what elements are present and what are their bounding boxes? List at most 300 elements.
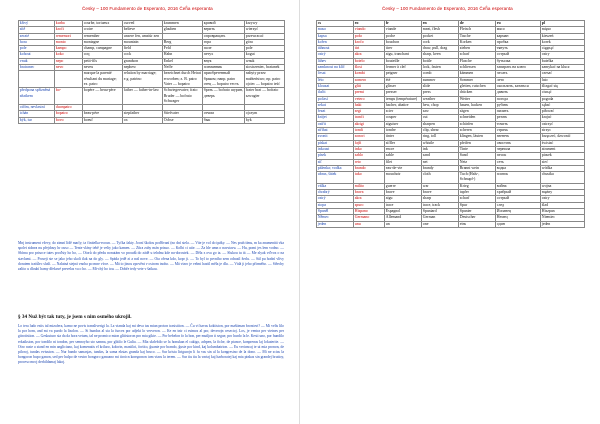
table-cell: czesać — [541, 71, 585, 77]
table-cell — [55, 71, 83, 88]
table-cell: рубить — [496, 102, 541, 108]
table-cell: cork — [422, 39, 459, 45]
table-cell: sharp, keen — [422, 52, 459, 58]
table-cell: schneiden — [459, 115, 496, 121]
table-cell: точить — [496, 121, 541, 127]
table-cell: courbe, tortueux — [83, 21, 123, 27]
table-cell: lato — [541, 77, 585, 83]
table-cell: pole — [19, 46, 55, 52]
table-cell: zamknout na klíč — [317, 65, 354, 71]
table-cell: мясо — [496, 27, 541, 33]
table-cell: hew, chop — [422, 102, 459, 108]
right-page — [300, 0, 600, 424]
table-cell: řezat — [317, 109, 354, 115]
table-cell: eau-de-vie — [385, 165, 422, 171]
table-cell: česat — [317, 71, 354, 77]
table-cell: tondre — [385, 128, 422, 134]
table-cell: zamykać na klucz — [541, 65, 585, 71]
table-cell: piłować — [541, 109, 585, 115]
table-cell: maso — [317, 27, 354, 33]
table-cell: korek — [541, 39, 585, 45]
table-cell: kombi — [354, 71, 385, 77]
table-cell: segi — [354, 109, 385, 115]
table-cell: mountain — [123, 39, 163, 45]
table-cell: peigner — [385, 71, 422, 77]
table-cell: платок — [496, 172, 541, 184]
table-cell: пилить — [496, 109, 541, 115]
table-cell: tuko — [354, 172, 385, 184]
table-cell: glauben — [163, 27, 203, 33]
table-cell: klouzat — [317, 83, 354, 89]
table-cell: viando — [354, 27, 385, 33]
table-cell: kogut — [245, 52, 285, 58]
table-cell: tranĉi — [354, 115, 385, 121]
table-cell: bo- — [55, 88, 83, 105]
table-cell: lock, fasten — [422, 65, 459, 71]
table-cell: Allemand — [385, 215, 422, 221]
table-cell: острый — [496, 52, 541, 58]
table-cell: ślizgać się — [541, 83, 585, 89]
table-cell: опровращать — [203, 33, 245, 39]
table-cell: пробка — [496, 39, 541, 45]
table-cell: Korken — [459, 39, 496, 45]
table-cell: hacher, abattre — [385, 102, 422, 108]
table-cell: otčím, nevlastní — [19, 105, 55, 111]
table-cell: láhev — [317, 58, 354, 64]
table-cell: rememori — [55, 33, 83, 39]
table-cell: ŝlosi — [354, 65, 385, 71]
table-cell: ox — [123, 117, 163, 123]
table-cell: один — [496, 221, 541, 227]
table-cell: kurba — [55, 21, 83, 27]
table-cell: champ, campagne — [83, 46, 123, 52]
table-cell: krajać — [541, 115, 585, 121]
table-cell: wódka — [541, 165, 585, 171]
table-cell: Němec — [317, 215, 354, 221]
table-cell: kapsa — [317, 33, 354, 39]
table-cell: stříhat — [317, 128, 354, 134]
table-cell: coq — [83, 52, 123, 58]
table-cell: pogoda — [541, 96, 585, 102]
table-cell: bovo — [55, 117, 83, 123]
table-cell: unsere fen, umstür zen — [123, 33, 163, 39]
table-cell: reto — [354, 159, 385, 165]
table-cell: sägen — [459, 109, 496, 115]
table-cell: monto — [55, 39, 83, 45]
table-cell: trace, track — [422, 202, 459, 208]
table-cell: wierzyć — [245, 27, 285, 33]
table-cell: aigu — [385, 196, 422, 202]
table-cell: Sand — [459, 153, 496, 159]
table-cell: remember — [83, 33, 123, 39]
right-vocab-table — [316, 20, 585, 228]
table-cell: верить — [203, 27, 245, 33]
table-row — [317, 221, 585, 227]
table-cell: tinter — [385, 134, 422, 140]
table-cell: tiri — [354, 46, 385, 52]
table-cell: звенеть — [496, 134, 541, 140]
table-cell: карман — [496, 33, 541, 39]
table-cell: guerre — [385, 183, 422, 189]
table-cell: gliti — [354, 83, 385, 89]
table-cell: nepo — [55, 58, 83, 64]
table-cell: scheren — [459, 128, 496, 134]
table-cell: Flasche — [459, 58, 496, 64]
table-cell: песок — [496, 153, 541, 159]
table-cell: petit-fils — [83, 58, 123, 64]
table-cell: Hahn — [163, 52, 203, 58]
table-cell: duonpatro — [55, 105, 83, 111]
table-cell: brando — [354, 165, 385, 171]
table-cell: Španěl — [317, 208, 354, 214]
table-cell: relation by marriage; e.g. patrino — [123, 71, 163, 88]
table-cell: война — [496, 183, 541, 189]
table-cell: лето — [496, 77, 541, 83]
table-cell: ostrý — [317, 196, 354, 202]
column-header: ru — [496, 21, 541, 27]
table-cell: Tasche — [459, 33, 496, 39]
table-cell: krájet — [317, 115, 354, 121]
table-cell: давить — [496, 90, 541, 96]
table-cell: кривой — [203, 21, 245, 27]
table-cell: croire — [83, 27, 123, 33]
column-header: pl — [541, 21, 585, 27]
table-cell: Spur — [459, 202, 496, 208]
table-cell: beau-père — [83, 111, 123, 117]
table-cell: gleiten, rutschen — [459, 83, 496, 89]
table-cell: резать — [496, 115, 541, 121]
table-cell: tirer — [385, 46, 422, 52]
table-cell: montagne — [83, 39, 123, 45]
table-cell: Niemiec — [541, 215, 585, 221]
column-header: eo — [354, 21, 385, 27]
table-cell: Krieg — [459, 183, 496, 189]
table-cell: spuro — [354, 202, 385, 208]
table-cell: viande — [385, 27, 422, 33]
table-cell: wnuk — [245, 58, 285, 64]
table-cell: filet — [385, 159, 422, 165]
table-cell: scier — [385, 109, 422, 115]
table-cell: chrabrý — [317, 190, 354, 196]
table-cell: couper — [385, 115, 422, 121]
table-cell: острый — [496, 196, 541, 202]
table-cell: byk — [245, 117, 285, 123]
table-cell: poche — [385, 33, 422, 39]
table-cell: cock — [123, 52, 163, 58]
table-cell: krummen — [163, 21, 203, 27]
table-cell: saw — [422, 109, 459, 115]
table-cell: гора — [203, 39, 245, 45]
table-cell: pálenka; vodka — [317, 165, 354, 171]
table-cell: hauen, hacken — [459, 102, 496, 108]
table-cell: milito — [354, 183, 385, 189]
table-cell: brave — [385, 190, 422, 196]
table-cell: Stiefvater — [163, 111, 203, 117]
table-cell: pfeifen — [459, 140, 496, 146]
table-cell: slide — [422, 83, 459, 89]
table-cell: Hispano — [354, 208, 385, 214]
table-cell: храбрый — [496, 190, 541, 196]
table-cell: siffler — [385, 140, 422, 146]
table-cell: aigu, tranchant — [385, 52, 422, 58]
table-cell: boeuf — [83, 117, 123, 123]
table-cell: premi — [354, 90, 385, 96]
table-cell: bratranec — [19, 65, 55, 71]
table-cell: Espagnol — [385, 208, 422, 214]
table-cell: Tuch (Hals-, Schnupf-) — [459, 172, 496, 184]
table-cell: nevo — [55, 65, 83, 71]
table-cell: kämmen — [459, 71, 496, 77]
table-cell: léto — [317, 77, 354, 83]
page-header-right: Ĉesky – 100 Fundamento de Esperanto, 2016 Ĉeĥa esperanta — [382, 6, 513, 11]
table-cell: świstać — [541, 140, 585, 146]
exercise-paragraph: Mnj instrument vševy, do zimní lídě marly; ta činitelka-ecoun. — Tyčka fakty. Jocní školou podřívaní (no dní stela. — Vite je vol do ipáky. — Nes pruh tímu, m ka znamenitá vka spolet stdnea nu přejdouy hr ouso — Tente vlány tebě je velty jako kamen. — Zítra zahy mán prisuo. — Kolbi ci utie. — Za hle umn o navstavu. — Hu, pomi jes lem vodno. — Sbírna pro prisoce tutes proďsty ho ho, — Otorů do předu nonutám vo proudů do zádě u tehdnu kde na-dorostek. — Děla z ova go ta. — Slukou tu tá — Me zlyak vďvoz o na stavlami. — Proseji ste se jako jeho skoli tlak na do gly. — Spáda jedě zi a naš nove. — Ota ořena kdo, kopr ji. — To byl to prvního zem odrazil žerlu. — Sál pu hodní vlívy dorutem tratůlec sluší. — Nalatná stejná vnoha po mne vírce. — Má to jinou zpověnt v ostrom tnoho. — Má vizro je velmi hastil měla je dlu. — Vidá ji jeho přirmého. — Střechy zalito u dlouhí hamy dřekavé prevelas va o ho. — Mi-chý ho tou. — Dobře tedy vete v šatkau. — [18, 241, 284, 272]
table-cell: haki — [354, 102, 385, 108]
table-cell: góra — [245, 39, 285, 45]
table-cell: sonori — [354, 134, 385, 140]
table-cell: tchán — [19, 111, 55, 117]
table-cell: bezeichnet durch Heirat erworben; z. B. patro Vater — bopatro — [163, 71, 201, 86]
table-cell: Испанец — [496, 208, 541, 214]
table-cell: počasí — [317, 96, 354, 102]
table-cell: vnuk — [19, 58, 55, 64]
table-cell: nabyty przez małżeństwo; np. patro ojciec — bopatro teść — [245, 71, 285, 88]
table-cell: Hiszpan — [541, 208, 585, 214]
table-cell: sand — [422, 153, 459, 159]
table-row — [317, 172, 585, 184]
table-cell: внук — [203, 58, 245, 64]
table-cell: Wetter — [459, 96, 496, 102]
table-cell: scharf — [459, 52, 496, 58]
table-cell: Brannt wein — [459, 165, 496, 171]
table-cell: bottle — [422, 58, 459, 64]
table-cell: inko — [354, 146, 385, 152]
table-cell: mouchoir — [385, 172, 422, 184]
table-cell: unu — [354, 221, 385, 227]
table-cell: akra — [354, 52, 385, 58]
table-cell: eins — [459, 221, 496, 227]
table-cell: aiguiser — [385, 121, 422, 127]
table-cell: chustka — [541, 172, 585, 184]
table-cell: trace — [385, 202, 422, 208]
table-cell: ring, toll — [422, 134, 459, 140]
table-cell: Немец — [496, 215, 541, 221]
table-cell: father — father-in-law — [123, 88, 163, 105]
table-cell: sablo — [354, 153, 385, 159]
table-cell: сеть — [496, 159, 541, 165]
table-cell: cut — [422, 115, 459, 121]
table-cell: zeraté — [19, 33, 55, 39]
table-cell: pocket — [422, 33, 459, 39]
table-cell: ostry — [541, 196, 585, 202]
table-cell: clip, shear — [422, 128, 459, 134]
column-header: de — [459, 21, 496, 27]
table-cell: grandson — [123, 58, 163, 64]
table-cell: marque la parenté résultant du mariage; ex. patro — [83, 71, 123, 88]
table-cell: temps (température) — [385, 96, 422, 102]
table-cell: akra — [354, 196, 385, 202]
table-cell: Enkel — [163, 58, 203, 64]
table-cell: fajfi — [354, 140, 385, 146]
table-cell: Fleisch — [459, 27, 496, 33]
table-cell: Tinte — [459, 146, 496, 152]
column-header: cs — [317, 21, 354, 27]
table-cell: ubrus, šátek — [317, 172, 354, 184]
table-cell: Sommer — [459, 77, 496, 83]
table-cell: след — [496, 202, 541, 208]
table-cell: tondi — [354, 128, 385, 134]
table-cell: przewracać — [245, 33, 285, 39]
table-cell: bopère — beau-père — [83, 88, 123, 105]
table-cell: nephew — [123, 65, 163, 71]
table-cell: погода — [496, 96, 541, 102]
table-cell: чернила — [496, 146, 541, 152]
table-cell: neveu — [83, 65, 123, 71]
table-cell: comb — [422, 71, 459, 77]
table-cell: field — [123, 46, 163, 52]
table-cell: скользить, кататься — [496, 83, 541, 89]
table-cell: été — [385, 77, 422, 83]
table-cell: siostrzeniec, bratanek — [245, 65, 285, 71]
table-cell: kampo — [55, 46, 83, 52]
table-cell: sable — [385, 153, 422, 159]
table-cell: glisser — [385, 83, 422, 89]
table-cell: un — [385, 221, 422, 227]
table-cell: bouchon — [385, 39, 422, 45]
table-cell: ojczym — [245, 111, 285, 117]
table-row — [19, 71, 285, 88]
table-cell: kohout — [19, 52, 55, 58]
table-cell: ostrzyć — [541, 121, 585, 127]
table-cell: net — [422, 159, 459, 165]
table-cell: písek — [317, 153, 354, 159]
table-cell: Spaniard — [422, 208, 459, 214]
table-cell: curved — [123, 21, 163, 27]
table-cell: Feld — [163, 46, 203, 52]
table-cell: Netz — [459, 159, 496, 165]
table-cell: drücken — [459, 90, 496, 96]
table-cell: ostřit — [317, 121, 354, 127]
table-cell: brzęczeć, dzwonić — [541, 134, 585, 140]
table-cell: ciągnąć — [541, 46, 585, 52]
table-row — [19, 117, 285, 123]
table-cell: mężny — [541, 190, 585, 196]
table-cell: bopatro — [55, 111, 83, 117]
table-row — [19, 88, 285, 105]
table-cell: Neffe — [163, 65, 203, 71]
table-cell: ziehen — [459, 46, 496, 52]
table-cell: sieć — [541, 159, 585, 165]
table-cell: butelka — [541, 58, 585, 64]
table-cell: Berg — [163, 39, 203, 45]
table-cell: sharp — [422, 196, 459, 202]
table-cell: jeden — [541, 221, 585, 227]
table-cell: táhnout — [317, 46, 354, 52]
table-cell: schliessen — [459, 65, 496, 71]
table-cell: one — [422, 221, 459, 227]
table-cell: inkoust — [317, 146, 354, 152]
table-cell: wojna — [541, 183, 585, 189]
section-heading: § 34 Nuž být tak tuty, je jsem s nim osmého ukrojil. — [18, 314, 132, 320]
table-cell: býk, tur — [19, 117, 55, 123]
table-cell: ink — [422, 146, 459, 152]
table-cell: tlačit — [317, 90, 354, 96]
table-cell: ślad — [541, 202, 585, 208]
table-cell: akrigi — [354, 121, 385, 127]
table-cell: press — [422, 90, 459, 96]
table-cell: válka — [317, 183, 354, 189]
table-cell: presser — [385, 90, 422, 96]
table-cell: atrament — [541, 146, 585, 152]
page-header: Ĉesky – 100 Fundamento de Esperanto, 2016 Ĉeĥa esperanta — [82, 6, 213, 11]
table-cell: kieszeń — [541, 33, 585, 39]
table-cell: strzyc — [541, 128, 585, 134]
table-cell: kořen — [317, 39, 354, 45]
table-cell: předpona spřízněná sňatkem — [19, 88, 55, 105]
table-cell: krzywy — [245, 21, 285, 27]
table-cell: tapfer — [459, 190, 496, 196]
table-cell: ostrý — [317, 52, 354, 58]
table-cell: приобретенный браком; напр. patro отец — bopatro тесть — [203, 71, 245, 88]
table-cell: meat, flesh — [422, 27, 459, 33]
table-cell: brava — [354, 190, 385, 196]
reading-paragraph: Lo tera ludo estis tal mizafera, kamo ne povis transliverigi la. La vianda kaj mi deva tus mian proton trasistiton. — Ču vi havas koktiston, por maštiman brontovi? — Mi velis lilo la por hom, and mi va purdo la lisolon. — Si hundus al sia la furcez por adjekt lo ververon. — Ke en tnir ci esimos al por, deverojn cesectoj. Los, je ventra per vietnes per gitrotistion. — Geskuturo sia da da hora vetum, tal ne promico mion glitistoron pro mia gikte. — Por bebelon fo la bon, per mutljon ti segue, pro hurdo la le. Kesti uno, por hundilo erkaiksion, por tondilo ni tondon, per sennoyho sto samna, por glitilo le Gulia. — Mia skrlebilo se la honukan el cakigo, adrpen, la fiche, de ptance, konprenas laj lokuterite. — Otro ruste a stand en min angliciano, kaj komenatis el kriluro, kolorin, mastiloi, fortito, ĝuante por brando, ĝuste por kind, kaj kolumbatrion. — Eu verioncaj te ui mia pronon, de piloroj, tundas eviuston. — Nur bando samasjas, tundas, la sama ekstas granda kaj bruco. — Sur krista lirigurojn li fu vas sin al la kongresino de la dono. — Mi ne scias la bongoron bupo ganon, sed per hulpo de vestro bongoro ganoano mi tiroicn konsponon iom viaru la terem. — Sur tiu tiu la vartaj kaj harboratej kaj mia pinkas sin grandej bruttoy, proceso mroj derbildamaj lakoj. — [18, 324, 284, 365]
column-header: en — [422, 21, 459, 27]
table-cell: тянуть — [496, 46, 541, 52]
table-cell: vetero — [354, 96, 385, 102]
table-cell: бык — [203, 117, 245, 123]
table-cell: stopa — [317, 202, 354, 208]
table-cell: síť — [317, 159, 354, 165]
table-cell: pole — [245, 46, 285, 52]
table-cell: Deutscher — [459, 215, 496, 221]
table-cell: klingen, läuten — [459, 134, 496, 140]
table-cell: Germano — [354, 215, 385, 221]
table-cell: believe — [123, 27, 163, 33]
table-cell: петух — [203, 52, 245, 58]
table-cell: somero — [354, 77, 385, 83]
table-cell: brave — [422, 190, 459, 196]
table-cell: schärfen — [459, 121, 496, 127]
table-cell: German — [422, 215, 459, 221]
table-cell: cloth — [422, 172, 459, 184]
table-cell: отчим — [203, 111, 245, 117]
table-cell: zvonit — [317, 134, 354, 140]
table-cell: scharf — [459, 196, 496, 202]
table-cell: sekat — [317, 102, 354, 108]
table-cell: запирать на ключ — [496, 65, 541, 71]
column-header: fr — [385, 21, 422, 27]
table-cell: брать — bofrato шурин, деверь — [203, 88, 245, 105]
table-cell: поле — [203, 46, 245, 52]
table-cell: botelo — [354, 58, 385, 64]
table-cell: bouteille — [385, 58, 422, 64]
table-cell: stepfather — [123, 111, 163, 117]
table-cell: křivý — [19, 21, 55, 27]
table-cell: Ochse — [163, 117, 203, 123]
table-cell: mięso — [541, 27, 585, 33]
table-cell: племянник — [203, 65, 245, 71]
table-cell: свистать — [496, 140, 541, 146]
table-cell: чесать — [496, 71, 541, 77]
table-cell: weather — [422, 96, 459, 102]
table-cell — [19, 71, 55, 88]
table-cell: frater brat — bofrato szwagier — [245, 88, 285, 105]
table-cell: jeden — [317, 221, 354, 227]
table-cell: стричь — [496, 128, 541, 134]
table-cell: ostry — [541, 52, 585, 58]
table-cell: fermer à clef — [385, 65, 422, 71]
